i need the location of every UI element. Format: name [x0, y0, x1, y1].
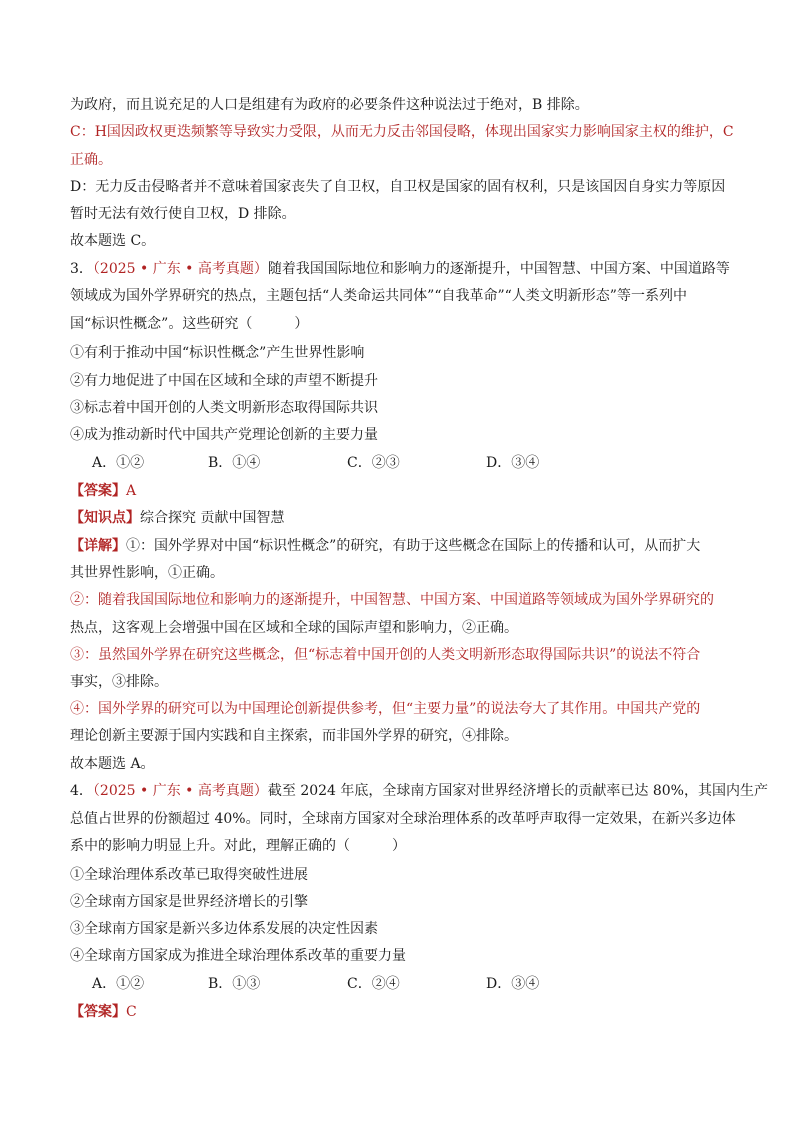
answer-value: A	[126, 483, 137, 499]
question-number: 4．	[70, 783, 93, 799]
question-3-stem	[70, 260, 730, 278]
question-stem-text: 随着我国国际地位和影响力的逐渐提升，中国智慧、中国方案、中国道路等	[267, 261, 730, 277]
detail-line: ③：虽然国外学界在研究这些概念，但“标志着中国开创的人类文明新形态取得国际共识”的说法不符合	[70, 647, 701, 663]
explanation-line: 正确。	[70, 152, 112, 168]
knowledge-point-text: 综合探究 贡献中国智慧	[140, 510, 285, 526]
answer-line	[70, 482, 136, 500]
detail-line: ④：国外学界的研究可以为中国理论创新提供参考，但“主要力量”的说法夸大了其作用。中国共产党的	[70, 701, 701, 717]
detail-text: ①：国外学界对中国“标识性概念”的研究，有助于这些概念在国际上的传播和认可，从而扩大	[126, 538, 701, 554]
choice-b: B．①③	[208, 976, 261, 992]
conclusion-line: 故本题选 C。	[70, 233, 156, 249]
choice-a: A．①②	[92, 976, 145, 992]
answer-value: C	[126, 1004, 137, 1020]
question-source: （2025 • 广东 • 高考真题）	[92, 261, 268, 277]
detail-line: 其世界性影响，①正确。	[70, 565, 224, 581]
choice-c: C．②③	[347, 455, 400, 471]
statement-option: ④全球南方国家成为推进全球治理体系改革的重要力量	[70, 948, 406, 964]
question-stem-line: 领域成为国外学界研究的热点，主题包括“人类命运共同体”“自我革命”“人类文明新形态”等一系列中	[70, 288, 687, 304]
question-stem-line: 系中的影响力明显上升。对此，理解正确的（ ）	[70, 838, 406, 854]
question-4-stem	[70, 782, 768, 800]
statement-option: ③标志着中国开创的人类文明新形态取得国际共识	[70, 400, 378, 416]
explanation-line: 暂时无法有效行使自卫权，D 排除。	[70, 206, 296, 222]
question-source: （2025 • 广东 • 高考真题）	[92, 783, 268, 799]
statement-option: ②全球南方国家是世界经济增长的引擎	[70, 894, 308, 910]
explanation-line: 为政府，而且说充足的人口是组建有为政府的必要条件这种说法过于绝对，B 排除。	[70, 97, 589, 113]
statement-option: ④成为推动新时代中国共产党理论创新的主要力量	[70, 427, 378, 443]
choice-c: C．②④	[347, 976, 400, 992]
answer-line	[70, 1003, 137, 1021]
statement-option: ①有利于推动中国“标识性概念”产生世界性影响	[70, 345, 365, 361]
choice-d: D．③④	[486, 976, 540, 992]
knowledge-point-line	[70, 509, 284, 527]
detail-line: 事实，③排除。	[70, 674, 168, 690]
detail-line: ②：随着我国国际地位和影响力的逐渐提升，中国智慧、中国方案、中国道路等领域成为国外学界研究的	[70, 592, 714, 608]
statement-option: ③全球南方国家是新兴多边体系发展的决定性因素	[70, 921, 378, 937]
statement-option: ①全球治理体系改革已取得突破性进展	[70, 867, 308, 883]
conclusion-line: 故本题选 A。	[70, 756, 155, 772]
question-stem-text: 截至 2024 年底，全球南方国家对世界经济增长的贡献率已达 80%，其国内生产	[267, 783, 768, 799]
choice-a: A．①②	[92, 455, 145, 471]
detail-line: 理论创新主要源于国内实践和自主探索，而非国外学界的研究，④排除。	[70, 728, 518, 744]
answer-tag: 【答案】	[70, 483, 126, 499]
statement-option: ②有力地促进了中国在区域和全球的声望不断提升	[70, 373, 378, 389]
choice-d: D．③④	[486, 455, 540, 471]
explanation-line: C：H国因政权更迭频繁等导致实力受限，从而无力反击邻国侵略，体现出国家实力影响国家主权的维护，C	[70, 124, 734, 140]
detail-line: 热点，这客观上会增强中国在区域和全球的国际声望和影响力，②正确。	[70, 620, 518, 636]
detail-tag: 【详解】	[70, 538, 126, 554]
answer-tag: 【答案】	[70, 1004, 126, 1020]
explanation-line: D：无力反击侵略者并不意味着国家丧失了自卫权，自卫权是国家的固有权利，只是该国因自身实力等原因	[70, 179, 726, 195]
detail-line	[70, 537, 700, 555]
knowledge-point-tag: 【知识点】	[70, 510, 140, 526]
choice-b: B．①④	[208, 455, 261, 471]
question-number: 3．	[70, 261, 93, 277]
question-stem-line: 国“标识性概念”。这些研究（ ）	[70, 316, 309, 332]
question-stem-line: 总值占世界的份额超过 40%。同时，全球南方国家对全球治理体系的改革呼声取得一定效果，在新兴多边体	[70, 811, 736, 827]
